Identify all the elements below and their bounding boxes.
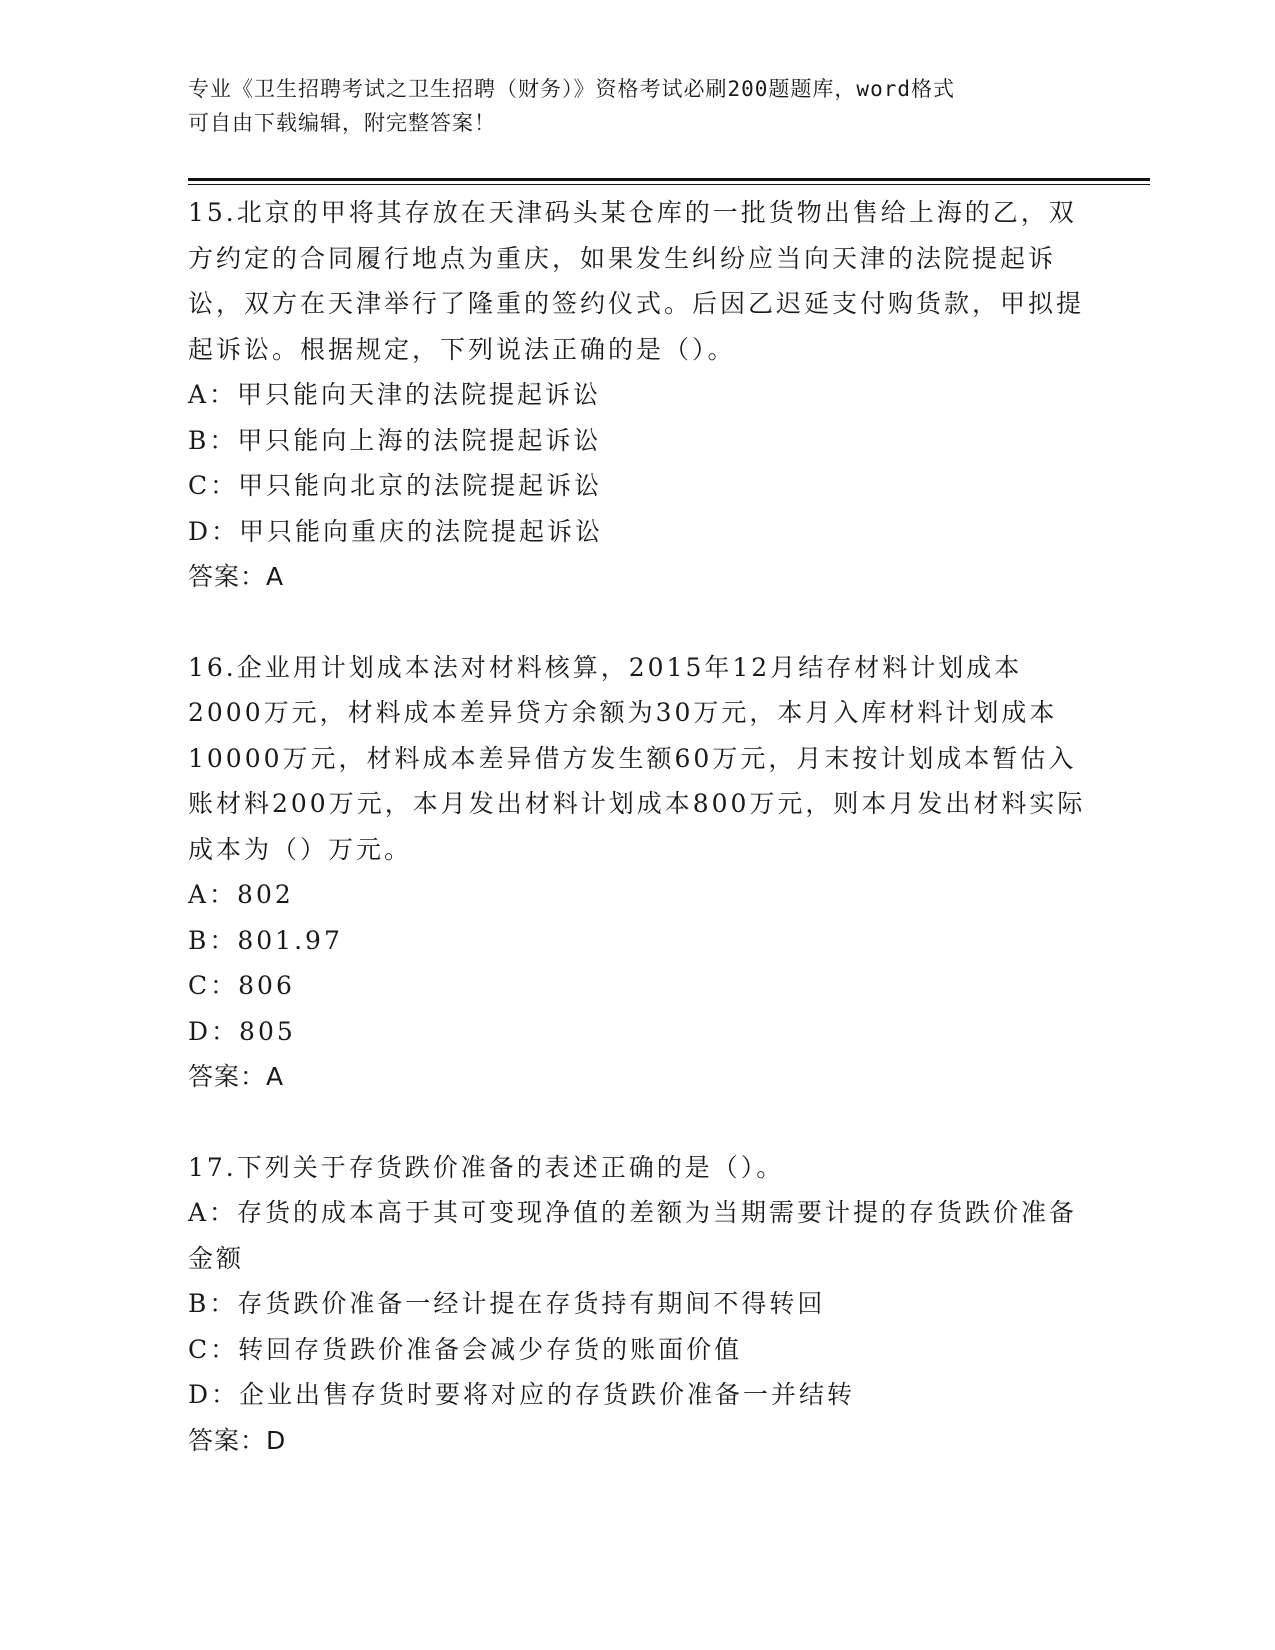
question-16	[188, 645, 1088, 1100]
option-a: A：存货的成本高于其可变现净值的差额为当期需要计提的存货跌价准备金额	[188, 1198, 1078, 1273]
answer-label: 答案：A	[188, 1062, 285, 1091]
question-stem: 15.北京的甲将其存放在天津码头某仓库的一批货物出售给上海的乙，双方约定的合同履行地点为重庆，如果发生纠纷应当向天津的法院提起诉讼，双方在天津举行了隆重的签约仪式。后因乙迟延支付购货款，甲拟提起诉讼。根据规定，下列说法正确的是（）。	[188, 198, 1085, 364]
option-b: B：存货跌价准备一经计提在存货持有期间不得转回	[188, 1289, 826, 1318]
option-d: D：805	[188, 1016, 296, 1046]
question-15	[188, 190, 1088, 600]
question-list	[188, 190, 1088, 1508]
header-rule-thin	[188, 184, 1150, 185]
option-c: C：甲只能向北京的法院提起诉讼	[188, 471, 603, 500]
option-b: B：801.97	[188, 925, 343, 955]
header-line-2: 可自由下载编辑，附完整答案！	[188, 111, 496, 135]
option-d: D：企业出售存货时要将对应的存货跌价准备一并结转	[188, 1380, 856, 1409]
header-line-1: 专业《卫生招聘考试之卫生招聘（财务）》资格考试必刷200题题库，word格式	[188, 77, 955, 101]
option-c: C：806	[188, 971, 295, 1000]
question-stem: 17.下列关于存货跌价准备的表述正确的是（）。	[188, 1152, 785, 1182]
question-stem: 16.企业用计划成本法对材料核算，2015年12月结存材料计划成本2000万元，材料成本差异贷方余额为30万元，本月入库材料计划成本10000万元，材料成本差异借方发生额60万元，月末按计划成本暂估入账材料200万元，本月发出材料计划成本800万元，则本月发出材料实际成本为（）万元。	[188, 652, 1086, 864]
answer-label: 答案：A	[188, 562, 285, 591]
document-header	[188, 72, 1068, 140]
option-a: A：甲只能向天津的法院提起诉讼	[188, 380, 602, 409]
header-rule-thick	[188, 178, 1150, 181]
option-b: B：甲只能向上海的法院提起诉讼	[188, 425, 602, 455]
option-a: A：802	[188, 880, 294, 909]
question-17	[188, 1145, 1088, 1464]
answer-label: 答案：D	[188, 1425, 287, 1455]
option-c: C：转回存货跌价准备会减少存货的账面价值	[188, 1334, 743, 1364]
option-d: D：甲只能向重庆的法院提起诉讼	[188, 516, 604, 546]
